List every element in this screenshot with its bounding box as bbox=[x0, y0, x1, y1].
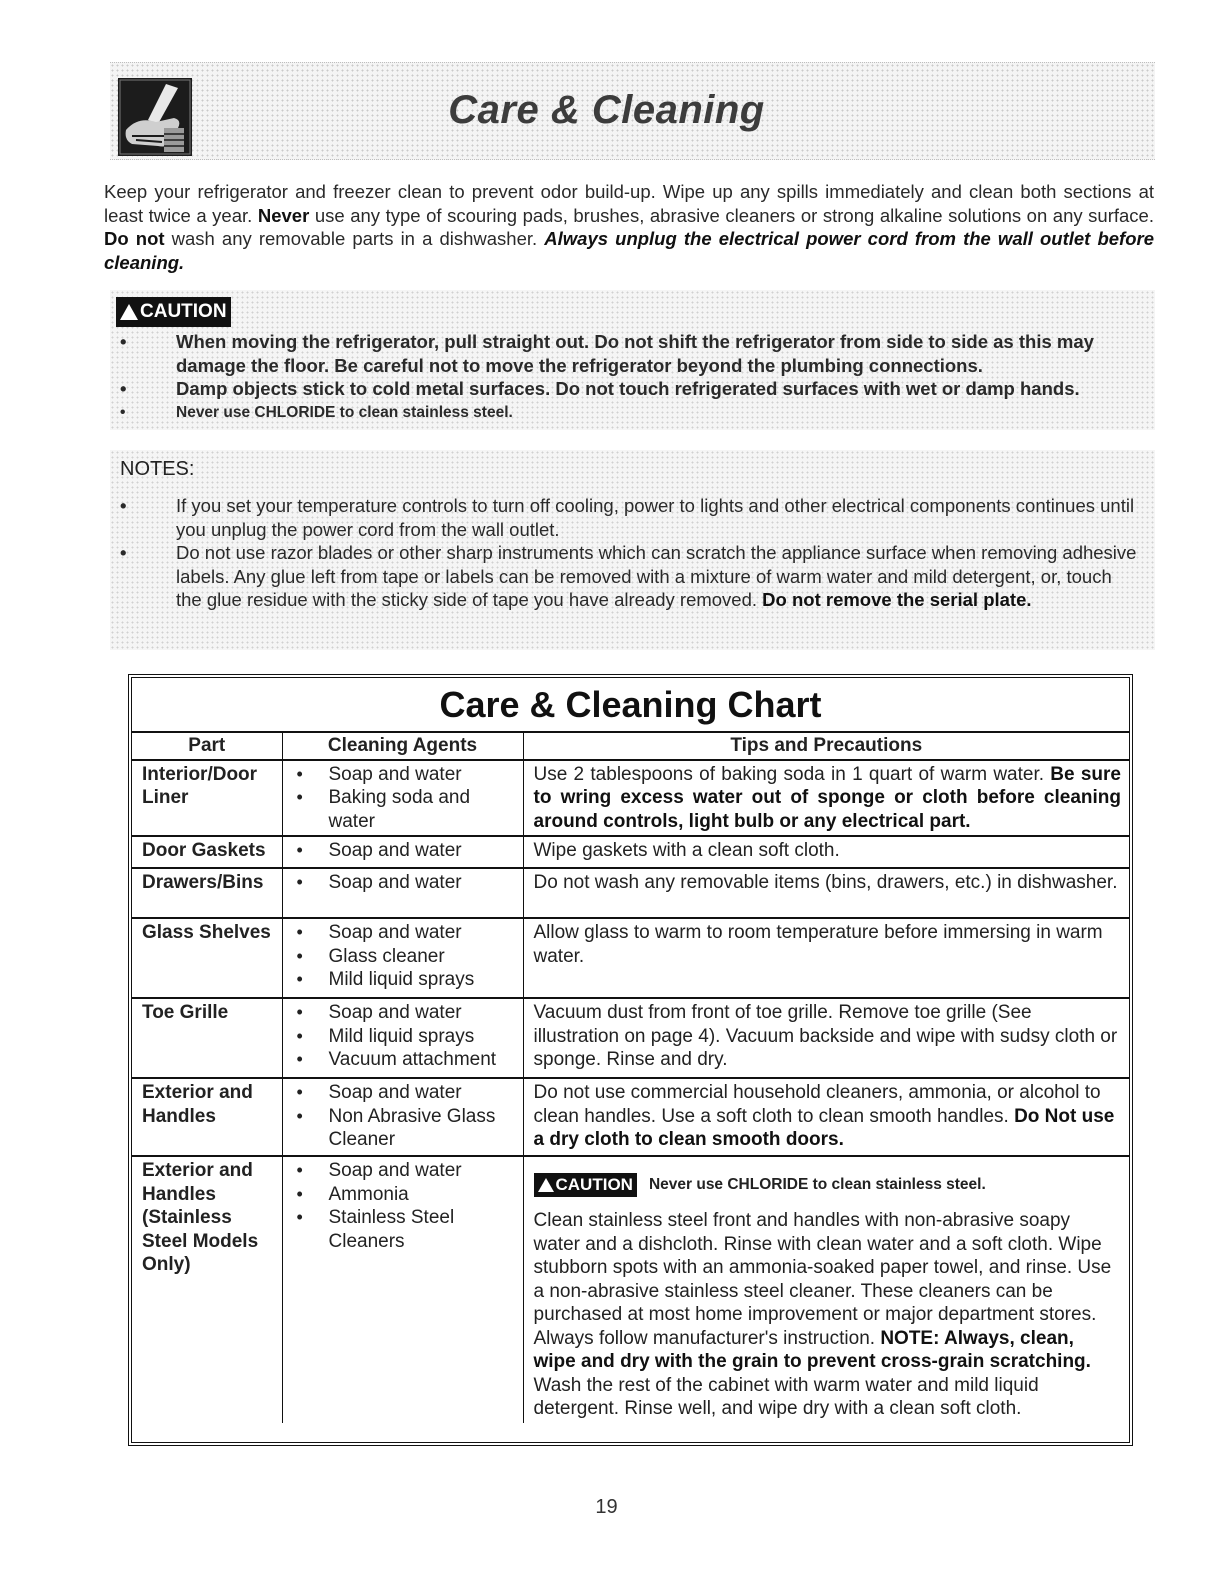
intro-do-not: Do not bbox=[104, 228, 165, 249]
page-title: Care & Cleaning bbox=[448, 88, 765, 132]
caution-badge bbox=[116, 297, 231, 327]
agent-item: • Soap and water bbox=[293, 871, 515, 895]
agent-item: • Mild liquid sprays bbox=[293, 1025, 515, 1049]
agents-cell bbox=[282, 918, 523, 998]
note-item-text: Do not use razor blades or other sharp instruments which can scratch the appliance surface when removing adhesive labels. Any glue left from tape or labels can be removed with a mixture of warm water and mild detergent, or, touch the glue residue with the sticky side of tape you have already removed. bbox=[176, 542, 1137, 610]
agents-cell bbox=[282, 868, 523, 918]
column-header-agents: Cleaning Agents bbox=[282, 733, 523, 760]
tips-cell: Allow glass to warm to room temperature before immersing in warm water. bbox=[523, 918, 1129, 998]
caution-item-text: Damp objects stick to cold metal surfaces. Do not touch refrigerated surfaces with wet or damp hands. bbox=[176, 378, 1080, 399]
table-row bbox=[132, 1078, 1129, 1156]
intro-never: Never bbox=[257, 204, 310, 226]
caution-item-text: Never use CHLORIDE to clean stainless steel. bbox=[176, 403, 513, 421]
part-cell: Door Gaskets bbox=[132, 836, 282, 868]
tip-bold-text: Do Not use a dry cloth to clean smooth doors. bbox=[533, 1105, 1115, 1150]
column-header-tips: Tips and Precautions bbox=[523, 733, 1129, 760]
part-cell: Exterior and Handles bbox=[132, 1078, 282, 1156]
agent-item: • Stainless Steel Cleaners bbox=[293, 1206, 515, 1253]
caution-badge bbox=[534, 1173, 637, 1197]
agent-item: • Non Abrasive Glass Cleaner bbox=[293, 1105, 515, 1152]
agent-item: • Soap and water bbox=[293, 1081, 515, 1105]
notes-list bbox=[120, 494, 1140, 612]
part-cell: Drawers/Bins bbox=[132, 868, 282, 918]
intro-text-1: Keep your refrigerator and freezer clean to prevent odor build-up. Wipe up any spills immediately and clean both sections at least twice a year. bbox=[104, 181, 1154, 226]
caution-badge-label: CAUTION bbox=[140, 301, 227, 322]
agents-cell bbox=[282, 1156, 523, 1423]
tips-cell bbox=[523, 1156, 1129, 1423]
note-item-bold: Do not remove the serial plate. bbox=[762, 589, 1032, 610]
warning-triangle-icon bbox=[120, 304, 138, 320]
bullet-icon: • bbox=[120, 495, 127, 516]
chart-table bbox=[132, 733, 1129, 1423]
caution-list bbox=[120, 330, 1150, 424]
agent-item: • Vacuum attachment bbox=[293, 1048, 515, 1072]
tip-bold-text: Be sure to wring excess water out of sponge or cloth before cleaning around controls, light bulb or any electrical part. bbox=[533, 763, 1121, 832]
tips-cell: Wipe gaskets with a clean soft cloth. bbox=[523, 836, 1129, 868]
tips-cell bbox=[523, 760, 1129, 837]
agents-cell bbox=[282, 1078, 523, 1156]
part-cell: Toe Grille bbox=[132, 998, 282, 1078]
page-number: 19 bbox=[595, 1496, 618, 1518]
intro-unplug-warning: Always unplug the electrical power cord from the wall outlet before cleaning. bbox=[104, 228, 1154, 273]
table-row bbox=[132, 836, 1129, 868]
part-cell: Exterior and Handles (Stainless Steel Models Only) bbox=[132, 1156, 282, 1423]
table-row bbox=[132, 918, 1129, 998]
agent-item: • Soap and water bbox=[293, 1001, 515, 1025]
agents-cell bbox=[282, 836, 523, 868]
tip-text: Use 2 tablespoons of baking soda in 1 quart of warm water. bbox=[533, 763, 1051, 785]
agent-item: • Mild liquid sprays bbox=[293, 968, 515, 992]
bullet-icon: • bbox=[120, 331, 127, 352]
warning-triangle-icon bbox=[538, 1178, 554, 1192]
column-header-part: Part bbox=[132, 733, 282, 760]
agent-item: • Soap and water bbox=[293, 839, 515, 863]
table-row bbox=[132, 1156, 1129, 1423]
stainless-caution-text: Never use CHLORIDE to clean stainless steel. bbox=[648, 1176, 986, 1194]
agent-item: • Glass cleaner bbox=[293, 945, 515, 969]
caution-item-text: When moving the refrigerator, pull straight out. Do not shift the refrigerator from side to side as this may damage the floor. Be careful not to move the refrigerator beyond the plumbing connections. bbox=[176, 331, 1094, 376]
note-item bbox=[120, 541, 1140, 612]
intro-text-2: use any type of scouring pads, brushes, abrasive cleaners or strong alkaline solutions on any surface. bbox=[309, 204, 1154, 226]
table-row bbox=[132, 760, 1129, 837]
bullet-icon: • bbox=[120, 378, 127, 399]
agent-item: • Soap and water bbox=[293, 763, 515, 787]
table-header-row bbox=[132, 733, 1129, 760]
agent-item: • Soap and water bbox=[293, 1159, 515, 1183]
agents-cell bbox=[282, 998, 523, 1078]
tip-text: Clean stainless steel front and handles with non-abrasive soapy water and a dishcloth. Rinse with clean water and a soft cloth. Wipe stubborn spots with an ammonia-soaked paper towel, and rinse. Use a non-abrasive stainless steel cleaner. These cleaners can be purchased at most home improvement or major department stores. Always follow manufacturer's instruction. bbox=[533, 1210, 1112, 1349]
bullet-icon: • bbox=[120, 403, 126, 421]
agent-item: • Baking soda and water bbox=[293, 786, 515, 833]
agents-cell bbox=[282, 760, 523, 837]
tips-cell: Vacuum dust from front of toe grille. Remove toe grille (See illustration on page 4). Vacuum backside and wipe with sudsy cloth or sponge. Rinse and dry. bbox=[523, 998, 1129, 1078]
table-row bbox=[132, 868, 1129, 918]
intro-paragraph bbox=[104, 180, 1154, 274]
agent-item: • Ammonia bbox=[293, 1183, 515, 1207]
intro-text-3: wash any removable parts in a dishwasher. bbox=[164, 228, 545, 249]
bullet-icon: • bbox=[120, 542, 127, 563]
stainless-caution bbox=[534, 1173, 1122, 1197]
caution-badge-label: CAUTION bbox=[555, 1175, 633, 1194]
table-row bbox=[132, 998, 1129, 1078]
note-item bbox=[120, 494, 1140, 541]
care-cleaning-chart bbox=[128, 674, 1133, 1446]
tip-text: Do not use commercial household cleaners, ammonia, or alcohol to clean handles. Use a soft cloth to clean smooth handles. bbox=[533, 1082, 1101, 1127]
caution-item bbox=[120, 330, 1150, 377]
tip-bold-text: NOTE: Always, clean, wipe and dry with the grain to prevent cross-grain scratching. bbox=[533, 1327, 1091, 1372]
part-cell: Interior/Door Liner bbox=[132, 760, 282, 837]
caution-item bbox=[120, 377, 1150, 401]
agent-item: • Soap and water bbox=[293, 921, 515, 945]
chart-title: Care & Cleaning Chart bbox=[132, 678, 1129, 733]
notes-title: NOTES: bbox=[120, 458, 195, 480]
note-item-text: If you set your temperature controls to turn off cooling, power to lights and other electrical components continues until you unplug the power cord from the wall outlet. bbox=[176, 495, 1135, 540]
tips-cell bbox=[523, 1078, 1129, 1156]
tip-text-after: Wash the rest of the cabinet with warm water and mild liquid detergent. Rinse well, and wipe dry with a clean soft cloth. bbox=[533, 1374, 1039, 1419]
caution-item bbox=[120, 401, 1150, 425]
tips-cell: Do not wash any removable items (bins, drawers, etc.) in dishwasher. bbox=[523, 868, 1129, 918]
part-cell: Glass Shelves bbox=[132, 918, 282, 998]
